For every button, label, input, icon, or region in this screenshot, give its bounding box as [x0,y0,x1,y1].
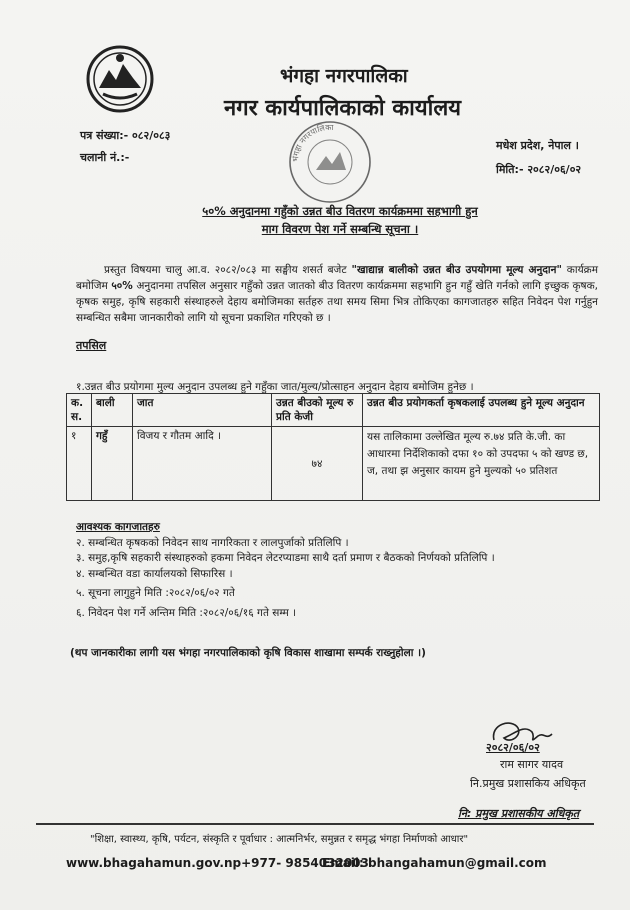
list-item: ३. समुह,कृषि सहकारी संस्थाहरुको हकमा निवेदन लेटरप्याडमा साथै दर्ता प्रमाण र बैठकको निर्णयको प्रतिलिपि । [76,552,495,564]
col-serial: क. स. [67,394,92,427]
letter-date: मिति:- २०८२/०६/०२ [496,163,582,176]
documents-heading: आवश्यक कागजातहरु [76,521,160,533]
designation-stamp: नि: प्रमुख प्रशासकीय अधिकृत [458,807,580,820]
notice-title-line-1: ५०% अनुदानमा गहुँको उन्नत बीउ वितरण कार्यक्रममा सहभागी हुन [202,204,478,218]
footer-divider [36,823,594,825]
col-price: उन्नत बीउको मूल्य रु प्रति केजी [272,394,363,427]
col-variety: जात [133,394,272,427]
government-emblem-icon [85,44,155,114]
list-item: २. सम्बन्धित कृषकको निवेदन साथ नागरिकता र लालपुर्जाको प्रतिलिपि । [76,536,349,549]
list-item: ५. सूचना लागुहुने मिति :२०८२/०६/०२ गते [76,587,235,599]
intro-text-1: प्रस्तुत विषयमा चालु आ.व. २०८२/०८३ मा सङ्घीय शसर्त बजेट [104,264,352,276]
website-phone: www.bhagahamun.gov.np+977- 9854032003 [66,856,369,870]
subsidy-percent: ५०% [111,280,133,292]
svg-text:भंगहा नगरपालिका [291,122,335,162]
list-item: ६. निवेदन पेश गर्ने अन्तिम मिति :२०८२/०६/१६ गते सम्म । [76,606,297,619]
tapsil-heading: तपसिल [76,339,107,352]
cell-serial: १ [67,427,92,501]
letter-number: पत्र संख्या:- ०८२/०८३ [80,129,171,142]
province: मधेश प्रदेश, नेपाल । [496,139,579,152]
program-name: "खाद्यान्न बालीको उन्नत बीउ उपयोगमा मूल्य अनुदान" [351,264,562,276]
cell-variety: विजय र गौतम आदि । [133,427,272,501]
footer-quote: "शिक्षा, स्वास्थ्य, कृषि, पर्यटन, संस्कृति र पूर्वाधार : आत्मनिर्भर, समुन्नत र समृद्ध भंगहा निर्माणको आधार" [90,834,469,845]
col-subsidy: उन्नत बीउ प्रयोगकर्ता कृषकलाई उपलब्ध हुने मूल्य अनुदान [363,394,600,427]
contact-note: (थप जानकारीका लागी यस भंगहा नगरपालिकाको कृषि विकास शाखामा सम्पर्क राख्नुहोला ।) [70,647,426,659]
col-crop: बाली [92,394,133,427]
cell-crop: गहुँ [92,427,133,501]
table-row [67,427,600,501]
cell-price: ७४ [272,427,363,501]
email-address: Email: bhangahamun@gmail.com [322,856,547,870]
signatory-designation: नि.प्रमुख प्रशासकिय अधिकृत [470,777,586,790]
intro-paragraph [76,262,598,326]
dispatch-number: चलानी नं.:- [80,151,130,164]
table-header-row [67,394,600,427]
municipality-name: भंगहा नगरपालिका [280,65,408,87]
required-documents [76,520,495,621]
round-office-stamp [286,118,374,206]
table-intro: १.उन्नत बीउ प्रयोगमा मुल्य अनुदान उपलब्ध हुने गहुँका जात/मुल्य/प्रोत्साहन अनुदान देहाय बमोजिम हुनेछ । [76,381,474,393]
intro-text-3: अनुदानमा तपसिल अनुसार गहुँको उन्नत जातको बीउ वितरण कार्यक्रममा सहभागि हुन गहुँ खेति गर्नको लागि इच्छुक कृषक, कृषक समुह, कृषि सहकारी संस्थाहरुले देहाय बमोजिमका सर्तहरु तथा समय सिमा भित्र तोकिएका कागजातहरु सहित निवेदन पेश गर्नुहुन सम्बन्धित सबैमा जानकारीको लागि यो सूचना प्रकाशित गरिएको छ । [76,280,598,324]
cell-subsidy: यस तालिकामा उल्लेखित मूल्य रु.७४ प्रति के.जी. का आधारमा निर्देशिकाको दफा १० को उपदफा ५ को खण्ड छ, ज, तथा झ अनुसार कायम हुने मुल्यको ५० प्रतिशत [363,427,600,501]
signature-date: २०८२/०६/०२ [486,741,540,754]
office-name: नगर कार्यपालिकाको कार्यालय [224,96,461,121]
list-item: ४. सम्बन्धित वडा कार्यालयको सिफारिस । [76,567,233,580]
signatory-name: राम सागर यादव [500,758,564,771]
stamp-text: भंगहा नगरपालिका [290,122,334,163]
intro-text-2: कार्यक्रम बमोजिम [76,264,599,292]
notice-title-line-2: माग विवरण पेश गर्ने सम्बन्धि सूचना । [261,222,419,236]
seed-subsidy-table [66,393,600,501]
